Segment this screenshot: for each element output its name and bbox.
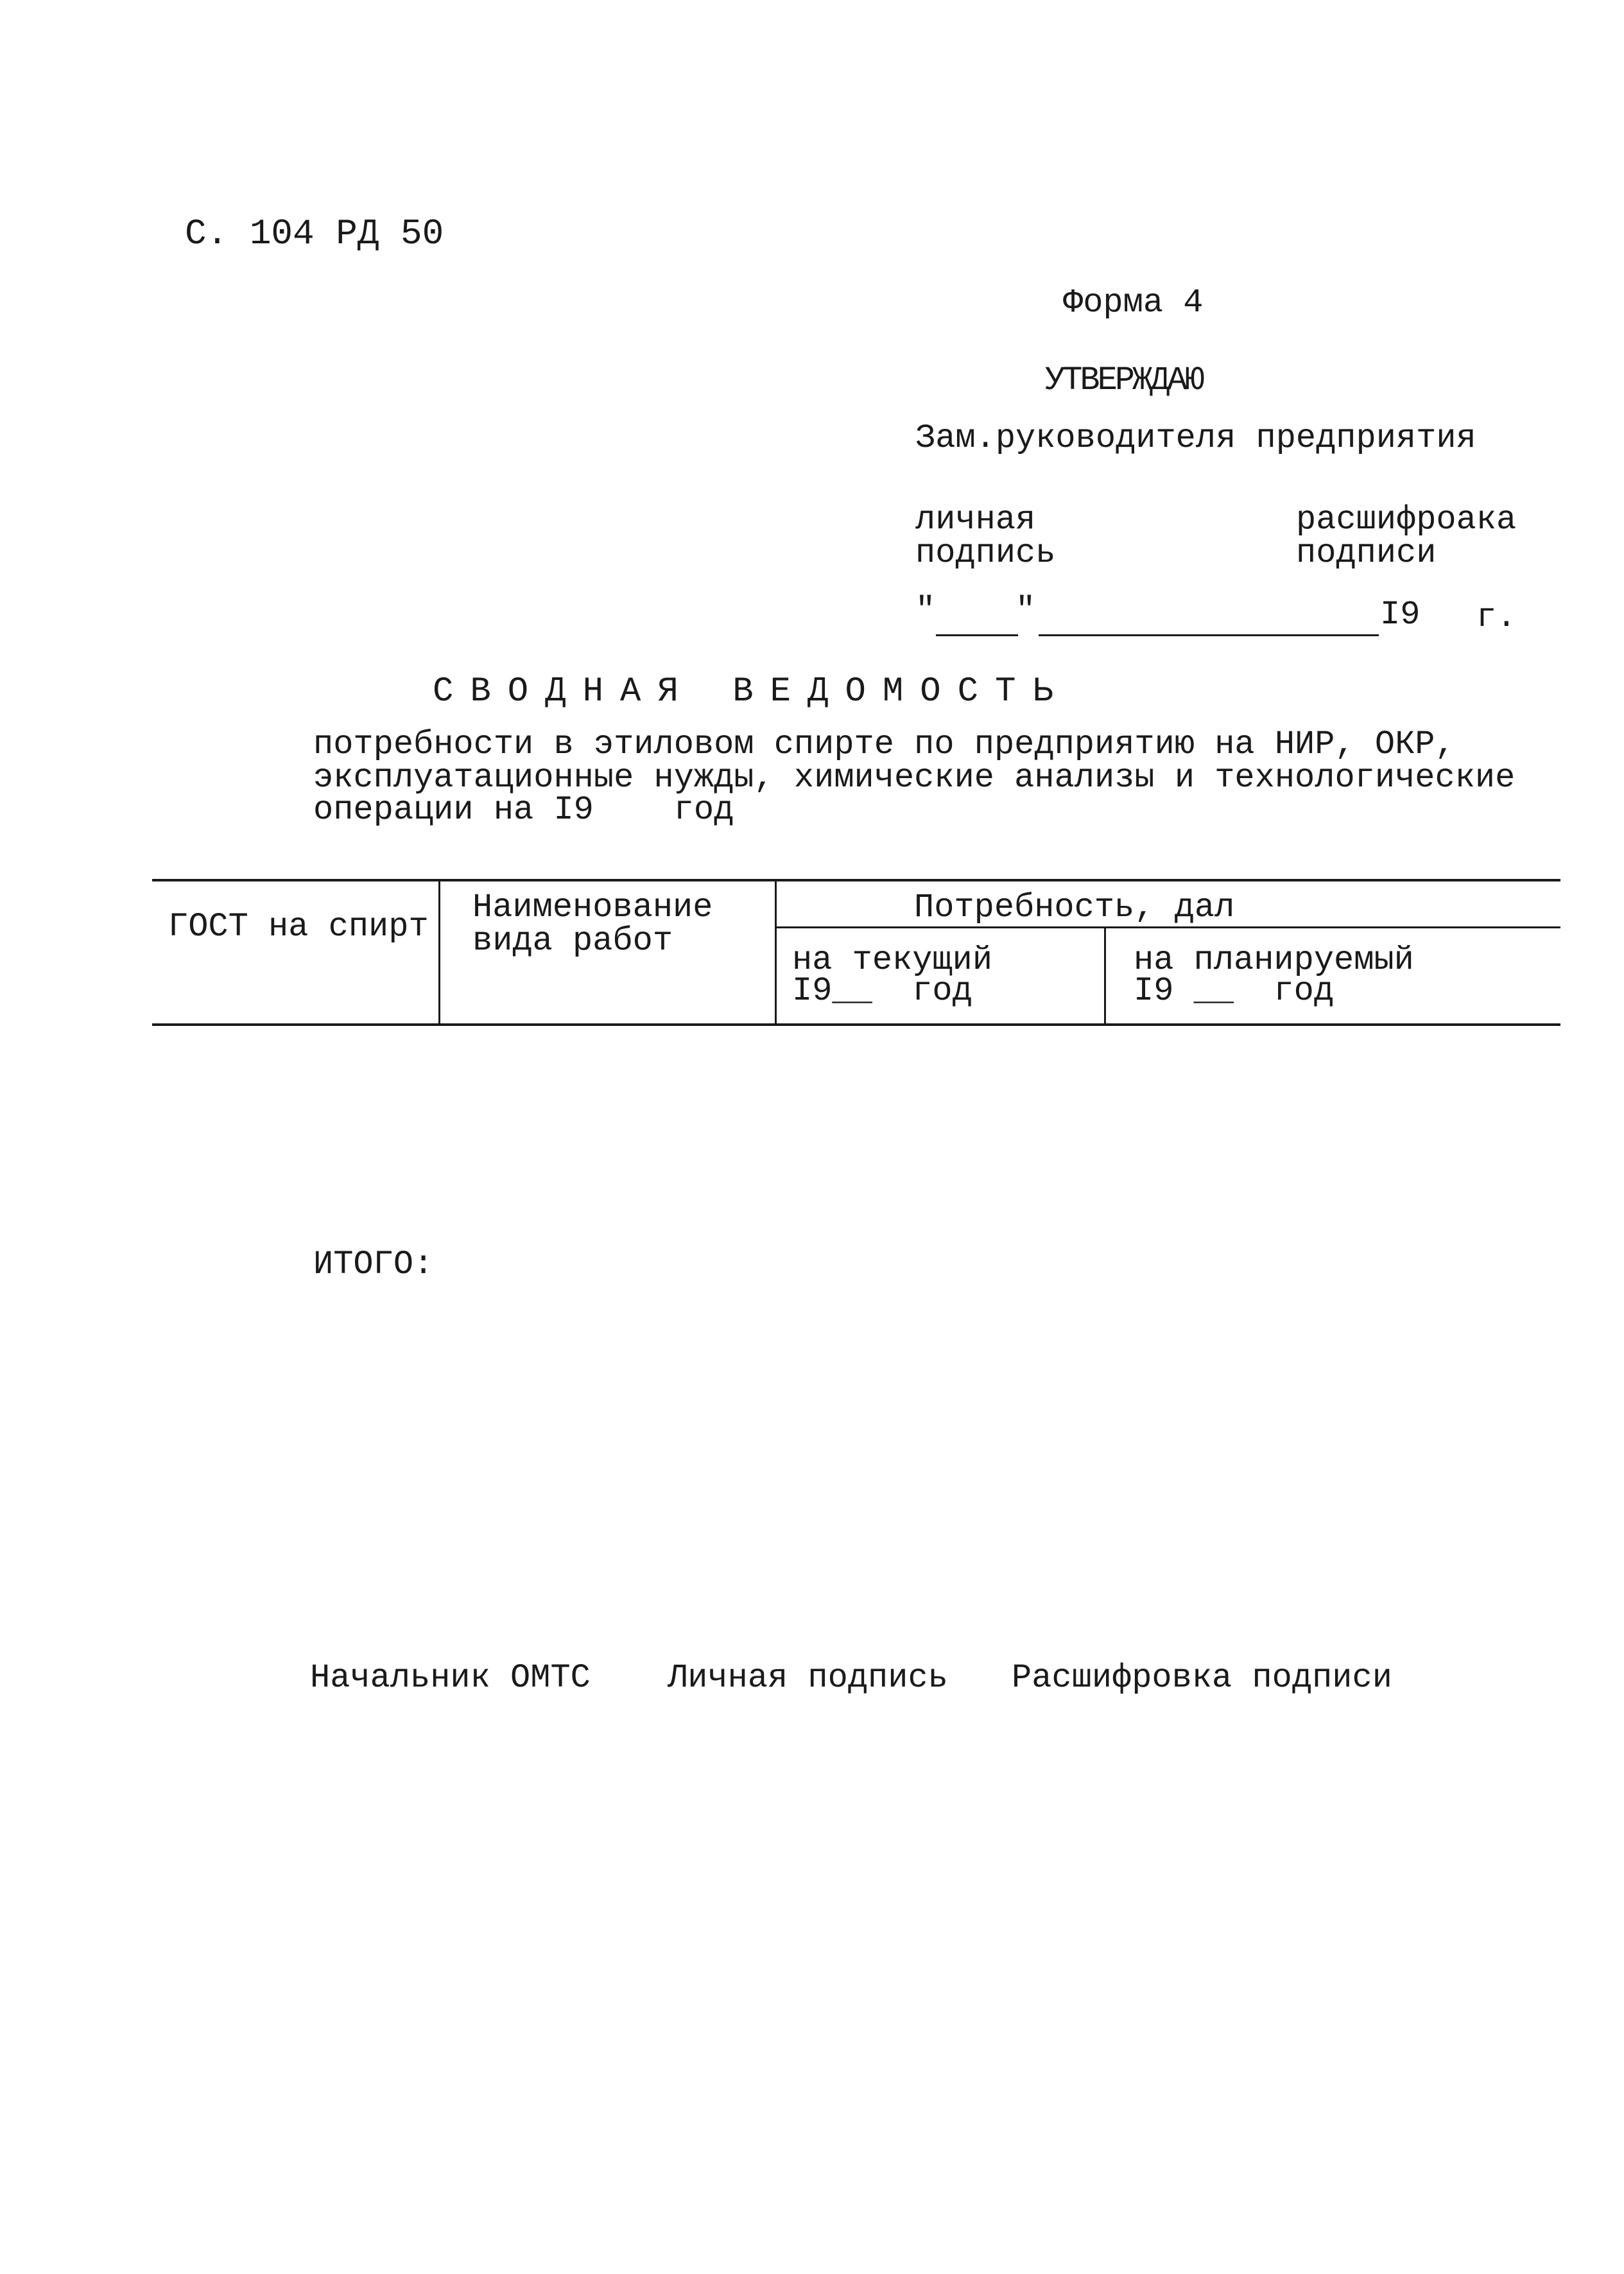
date-quote-close: ": [1015, 591, 1036, 629]
header-current-2: I9__ год: [792, 972, 972, 1010]
signature-label-2: подпись: [915, 534, 1056, 572]
decode-label-2: подписи: [1296, 534, 1437, 572]
subtitle-line-2: эксплуатационные нужды, химические анализы и технологические: [313, 759, 1516, 797]
header-current-1: на текущий: [792, 941, 993, 979]
header-planned-1: на планируемый: [1134, 941, 1414, 979]
day-blank-line: [936, 634, 1018, 636]
header-work-1: Наименование: [472, 889, 713, 926]
month-blank-line: [1039, 634, 1379, 636]
table-col-divider: [1104, 928, 1106, 1025]
total-label: ИТОГО:: [313, 1245, 434, 1283]
table-col-divider: [438, 880, 440, 1025]
subtitle-line-3: операции на I9 год: [313, 791, 734, 829]
year-prefix: I9: [1380, 596, 1421, 634]
footer-decode: Расшифровка подписи: [1012, 1659, 1392, 1697]
document-title: СВОДНАЯ ВЕДОМОСТЬ: [433, 672, 1070, 711]
decode-label-1: расшифроака: [1296, 501, 1517, 539]
header-need: Потребность, дал: [914, 889, 1235, 926]
header-gost: ГОСТ на спирт: [168, 908, 429, 946]
header-work-2: вида работ: [472, 922, 673, 960]
signature-label-1: личная: [915, 501, 1036, 539]
form-label: Форма 4: [1063, 284, 1204, 322]
table-top-border: [152, 879, 1560, 881]
date-quote-open: ": [915, 591, 936, 629]
page-reference: С. 104 РД 50: [185, 213, 444, 254]
subtitle-line-1: потребности в этиловом спирте по предприятию на НИР, ОКР,: [313, 725, 1455, 763]
approve-heading: УТВЕРЖДАЮ: [1045, 361, 1202, 399]
footer-head: Начальник ОМТС: [310, 1659, 591, 1697]
table-col-divider: [775, 880, 777, 1025]
header-planned-2: I9 __ год: [1134, 972, 1335, 1010]
table-bottom-border: [152, 1023, 1560, 1026]
footer-signature: Личная подпись: [668, 1659, 948, 1697]
approver-position: Зам.руководителя предприятия: [915, 419, 1476, 457]
table-mid-border: [775, 926, 1560, 928]
year-suffix: г.: [1476, 598, 1517, 636]
